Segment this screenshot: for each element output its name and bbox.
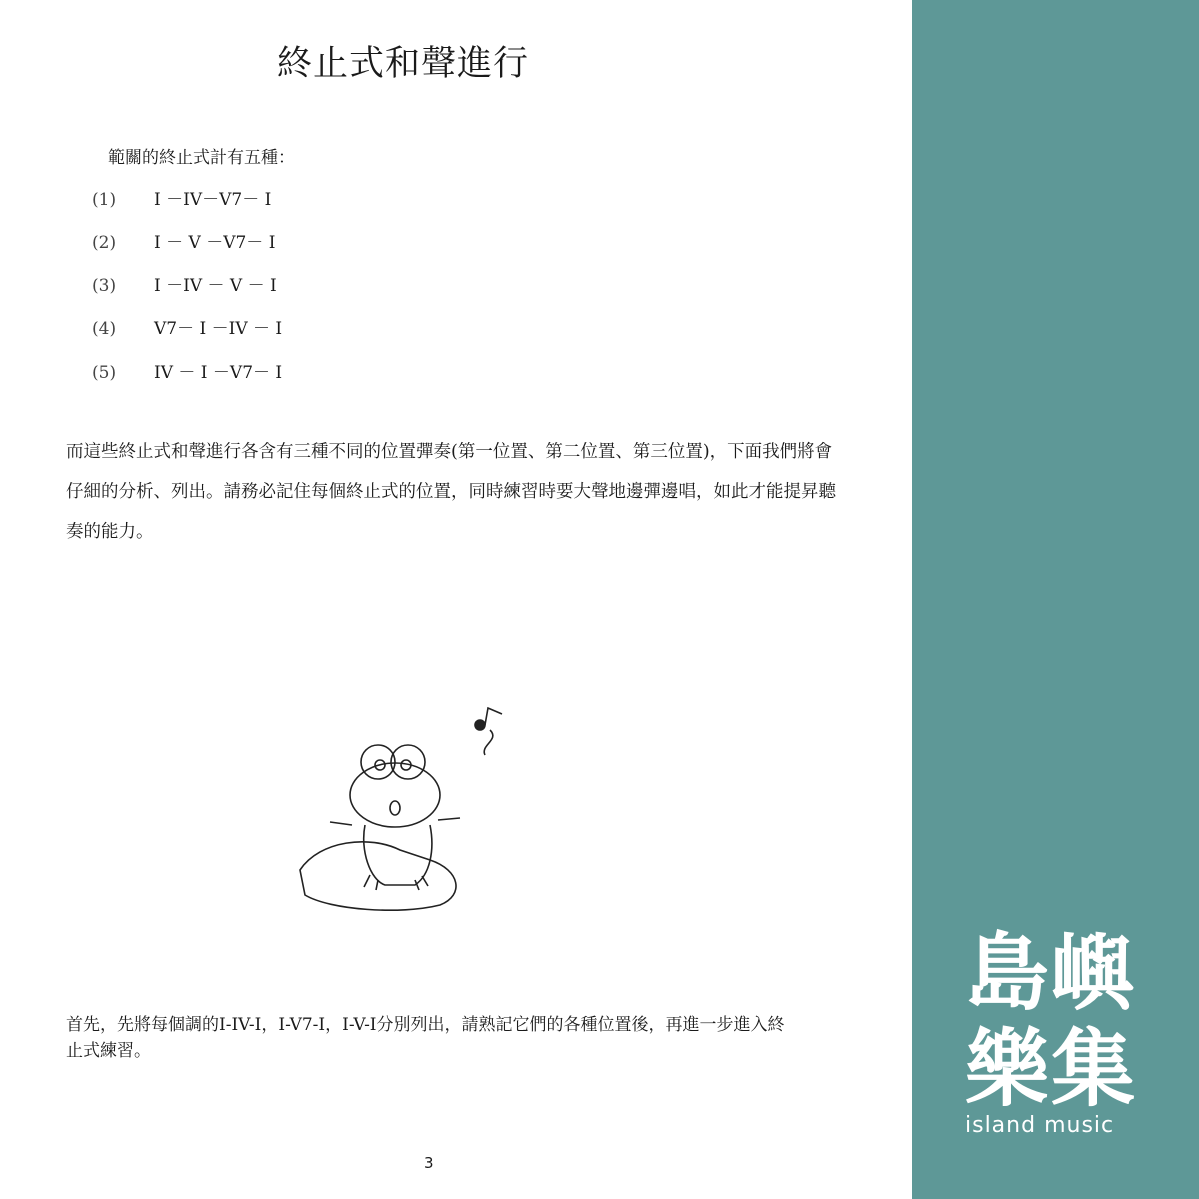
cadence-number: (2) [92, 233, 117, 253]
page-title: 終止式和聲進行 [276, 44, 529, 84]
cadence-chords: I － V －V7－ I [154, 233, 276, 253]
paragraph-positions: 而這些終止式和聲進行各含有三種不同的位置彈奏(第一位置、第二位置、第三位置)，下面我們將會仔細的分析、列出。請務必記住每個終止式的位置，同時練習時要大聲地邊彈邊唱，如此才能提昇聽奏的能力。 [66, 442, 836, 542]
cadence-number: (3) [92, 276, 117, 296]
cadence-chords: I －IV－V7－ I [154, 190, 272, 210]
island-music-logo [965, 925, 1155, 1138]
logo-english: island music [965, 1113, 1115, 1138]
logo-chinese: 島嶼樂集 [965, 924, 1138, 1118]
frog-illustration [290, 700, 520, 920]
cadence-number: (4) [92, 319, 117, 339]
paragraph-instructions: 首先，先將每個調的I-IV-I，I-V7-I，I-V-I分別列出，請熟記它們的各種位置後，再進一步進入終止式練習。 [66, 1015, 785, 1061]
cadence-item [92, 358, 282, 383]
cadence-chords: V7－ I －IV － I [154, 319, 283, 339]
cadence-chords: IV － I －V7－ I [154, 363, 283, 383]
cadence-number: (5) [92, 363, 117, 383]
page-number: 3 [424, 1154, 434, 1172]
cadence-item [92, 185, 271, 210]
intro-text: 範關的終止式計有五種： [108, 148, 295, 168]
cadence-item [92, 271, 277, 296]
cadence-item [92, 314, 282, 339]
cadence-item [92, 228, 275, 253]
cadence-number: (1) [92, 190, 117, 210]
cadence-chords: I －IV － V － I [154, 276, 277, 296]
